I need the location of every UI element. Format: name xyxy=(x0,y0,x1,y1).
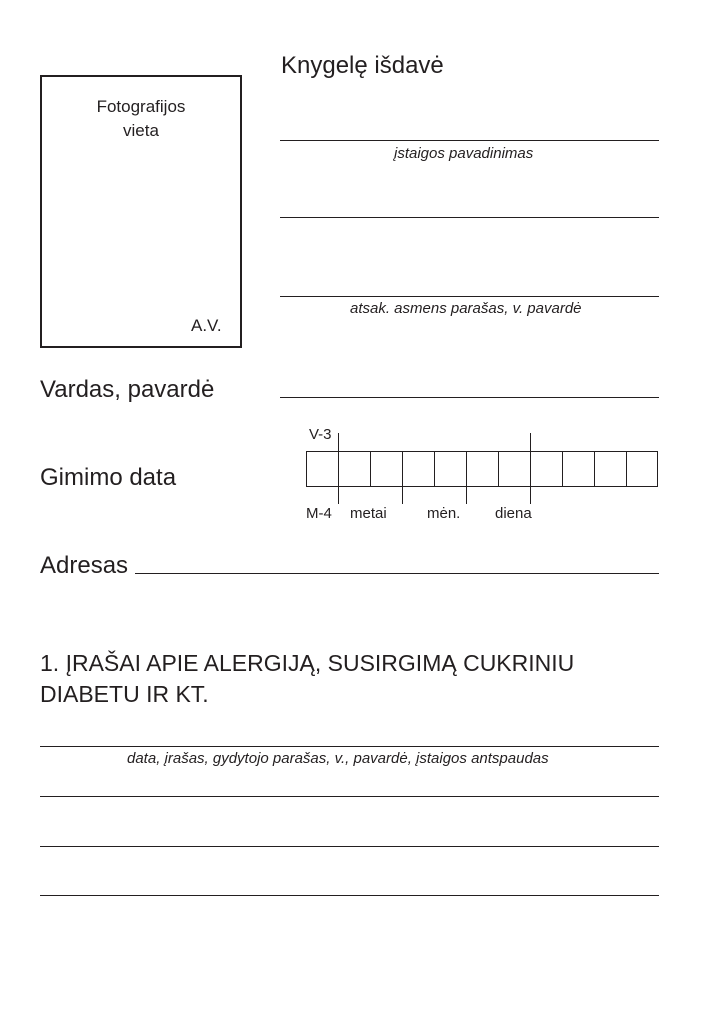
entry-caption: data, įrašas, gydytojo parašas, v., pavardė, įstaigos antspaudas xyxy=(127,750,549,767)
institution-caption: įstaigos pavadinimas xyxy=(394,145,534,162)
date-box-divider xyxy=(562,452,563,486)
entry-line[interactable] xyxy=(40,746,659,747)
bottom-tick-month xyxy=(402,487,403,504)
signature-caption: atsak. asmens parašas, v. pavardė xyxy=(350,300,582,317)
top-tick-day xyxy=(530,433,531,451)
signature-line[interactable] xyxy=(280,296,659,297)
top-tick-year xyxy=(338,433,339,451)
birth-date-label: Gimimo data xyxy=(40,464,177,491)
date-box-divider xyxy=(402,452,403,486)
bottom-tick-month-end xyxy=(466,487,467,504)
issuer-title: Knygelę išdavė xyxy=(281,52,444,79)
bottom-tick-day xyxy=(530,487,531,504)
stamp-mark-label: A.V. xyxy=(191,316,222,335)
institution-name-line[interactable] xyxy=(280,140,659,141)
address-line[interactable] xyxy=(135,573,659,574)
photo-label-line1: Fotografijos xyxy=(96,97,186,116)
date-box-divider xyxy=(594,452,595,486)
entry-line[interactable] xyxy=(40,846,659,847)
month-label: mėn. xyxy=(427,505,461,522)
date-box-divider xyxy=(498,452,499,486)
name-line[interactable] xyxy=(280,397,659,398)
allergy-heading-line1: 1. ĮRAŠAI APIE ALERGIJĄ, SUSIRGIMĄ CUKRINIU xyxy=(40,650,575,676)
date-box-divider xyxy=(530,452,531,486)
name-label: Vardas, pavardė xyxy=(40,376,215,403)
allergy-heading-line2: DIABETU IR KT. xyxy=(40,681,209,707)
date-box-divider xyxy=(466,452,467,486)
bottom-tick-year xyxy=(338,487,339,504)
date-box-divider xyxy=(338,452,339,486)
photo-label-line2: vieta xyxy=(123,121,159,140)
address-label: Adresas xyxy=(40,552,129,579)
day-label: diena xyxy=(495,505,532,522)
birth-date-top-mark: V-3 xyxy=(309,426,332,443)
date-box-divider xyxy=(434,452,435,486)
allergy-section-heading xyxy=(40,648,574,710)
date-box-divider xyxy=(626,452,627,486)
date-box-divider xyxy=(370,452,371,486)
birth-date-left-mark: M-4 xyxy=(306,505,332,522)
institution-name-line-2[interactable] xyxy=(280,217,659,218)
entry-line[interactable] xyxy=(40,796,659,797)
year-label: metai xyxy=(350,505,387,522)
birth-date-boxes[interactable] xyxy=(306,451,658,487)
photo-placeholder-text xyxy=(40,95,242,143)
entry-line[interactable] xyxy=(40,895,659,896)
